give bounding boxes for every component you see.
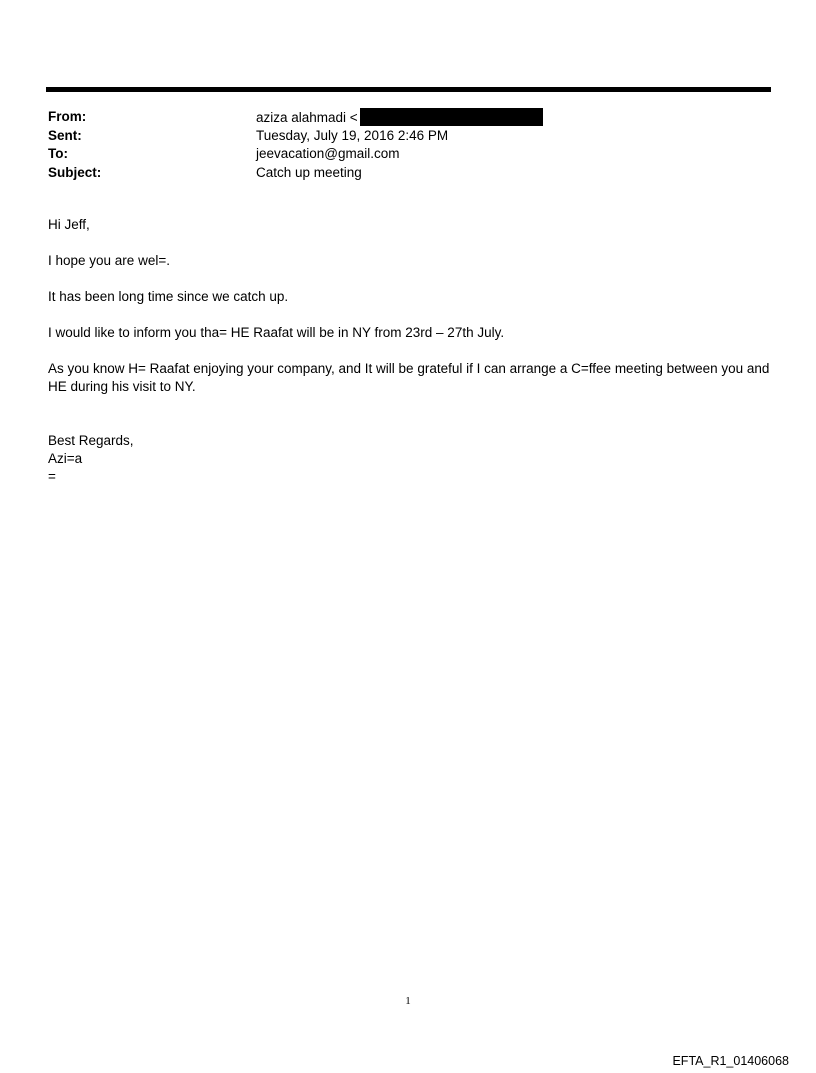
paragraph-1: I hope you are wel=.: [48, 253, 170, 268]
from-label: From:: [48, 109, 87, 124]
signature-name: Azi=a: [48, 451, 83, 466]
subject-value: Catch up meeting: [256, 164, 362, 180]
paragraph-2: It has been long time since we catch up.: [48, 289, 289, 304]
subject-label: Subject:: [48, 164, 102, 180]
email-body: [48, 216, 778, 486]
from-value: [256, 108, 543, 128]
header-divider: [46, 87, 771, 92]
greeting: Hi Jeff,: [48, 217, 90, 232]
closing: Best Regards,: [48, 433, 134, 448]
sent-value: Tuesday, July 19, 2016 2:46 PM: [256, 127, 449, 143]
sent-label: Sent:: [48, 127, 82, 143]
page-number: 1: [405, 995, 411, 1007]
signature-block: [48, 432, 778, 486]
to-label: To:: [48, 146, 68, 161]
redaction-box: [360, 108, 543, 126]
to-value: jeevacation@gmail.com: [256, 146, 400, 161]
bates-number: EFTA_R1_01406068: [672, 1054, 789, 1068]
paragraph-4: As you know H= Raafat enjoying your company, and It will be grateful if I can arrange a C=ffee meeting between you and HE during his visit to NY.: [48, 361, 770, 394]
paragraph-3: I would like to inform you tha= HE Raafat will be in NY from 23rd – 27th July.: [48, 325, 505, 340]
from-name: aziza alahmadi <: [256, 110, 358, 125]
trailer: =: [48, 469, 56, 484]
